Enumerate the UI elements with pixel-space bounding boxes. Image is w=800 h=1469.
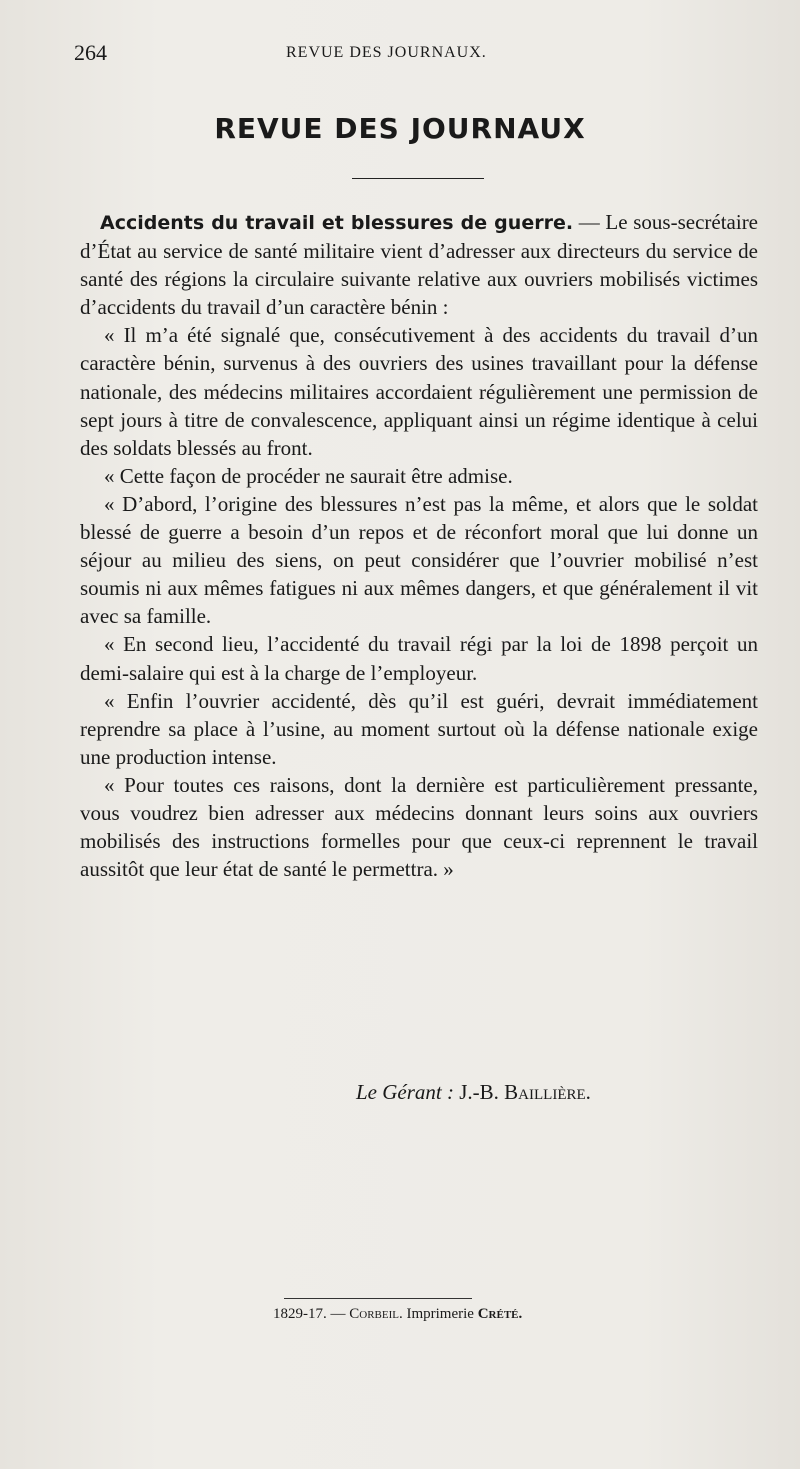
running-title: REVUE DES JOURNAUX. <box>286 44 487 61</box>
imprint-label: Imprimerie <box>406 1306 474 1322</box>
article-intro: — Le sous-secrétaire d’État au service de santé militaire vient d’adresser aux directeurs du service de santé des régions la circulaire suivante relative aux ouvriers mobilisés victimes d’accidents du travail d’un caractère bénin : <box>80 210 759 320</box>
circular-paragraph: « Pour toutes ces raisons, dont la dernière est particulièrement pressante, vous voudrez bien adresser aux médecins donnant leurs soins aux ouvriers mobilisés des instructions formelles pour que ceux-ci reprennent le travail aussitôt que leur état de santé le permettra. » <box>80 772 758 882</box>
page-number: 264 <box>74 40 107 65</box>
circular-paragraph: « D’abord, l’origine des blessures n’est pas la même, et alors que le soldat blessé de guerre a besoin d’un repos et de réconfort moral que lui donne un séjour au milieu des siens, on peut considérer que l’ouvrier mobilisé n’est soumis ni aux mêmes fatigues ni aux mêmes dangers, et que généralement il vit avec sa famille. <box>80 491 758 629</box>
imprint-number: 1829-17. — <box>273 1306 346 1322</box>
circular-paragraph: « Cette façon de procéder ne saurait être admise. <box>104 463 513 488</box>
signature <box>356 1080 591 1105</box>
signature-name: J.-B. Baillière. <box>459 1080 591 1104</box>
running-header <box>0 40 800 70</box>
circular-paragraph: « Enfin l’ouvrier accidenté, dès qu’il est guéri, devrait immédiatement reprendre sa place à l’usine, au moment surtout où la défense nationale exige une production intense. <box>80 688 758 769</box>
footer-rule <box>284 1298 472 1299</box>
article-intro-paragraph <box>80 208 758 321</box>
article-body <box>80 208 758 883</box>
circular-paragraph: « Il m’a été signalé que, consécutivement à des accidents du travail d’un caractère bénin, survenus à des ouvriers des usines travaillant pour la défense nationale, des médecins militaires accordaient régulièrement une permission de sept jours à titre de convalescence, appliquant ainsi un régime identique à celui des soldats blessés au front. <box>80 323 758 460</box>
article-heading: Accidents du travail et blessures de guerre. <box>100 212 574 234</box>
imprint-printer: Crété. <box>477 1306 523 1322</box>
imprint-line <box>273 1306 522 1323</box>
title-rule <box>352 178 484 179</box>
signature-role: Le Gérant : <box>356 1080 454 1104</box>
section-title: REVUE DES JOURNAUX <box>214 112 586 145</box>
circular-paragraph: « En second lieu, l’accidenté du travail régi par la loi de 1898 perçoit un demi-salaire qui est à la charge de l’employeur. <box>80 632 758 685</box>
imprint-city: Corbeil. <box>349 1306 403 1322</box>
